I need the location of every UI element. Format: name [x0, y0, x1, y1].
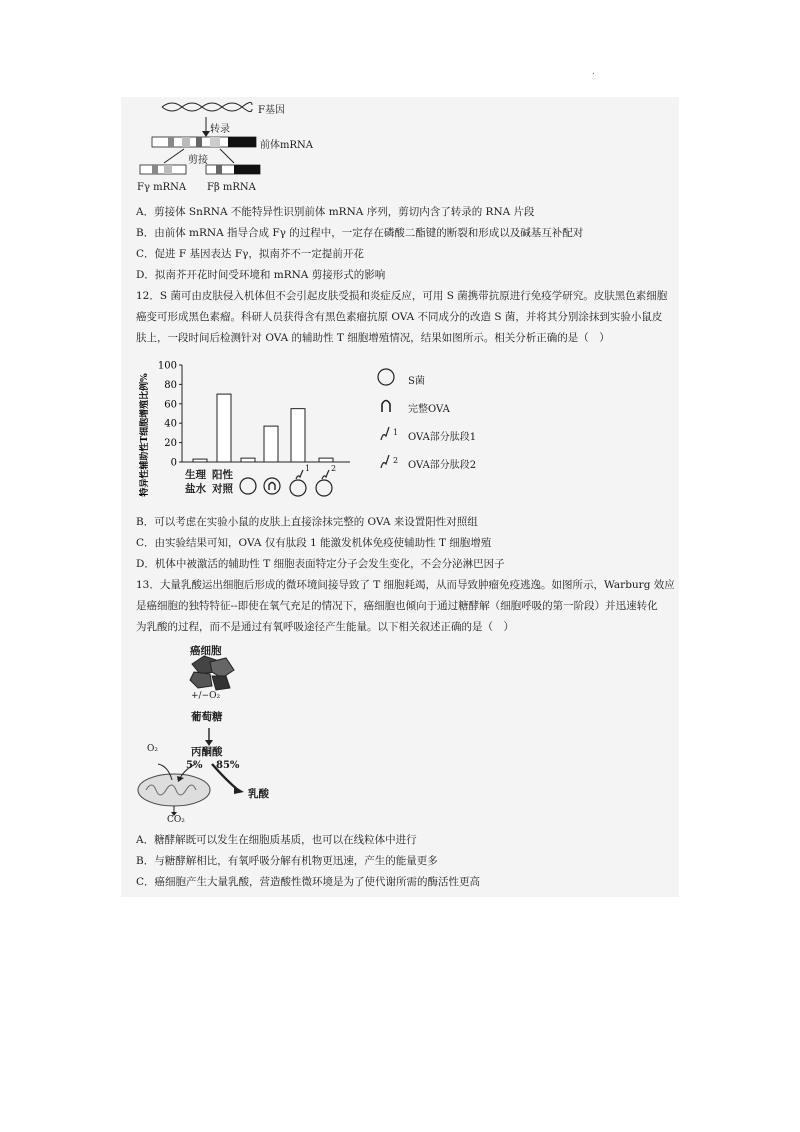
y-tick-label: 20: [164, 438, 177, 450]
q12-stem-line-3: 肤上，一段时间后检测针对 OVA 的辅助性 T 细胞增殖情况，结果如图所示。相关分析正确的是（ ）: [136, 332, 610, 344]
legend-segment2-icon: [381, 455, 389, 468]
oxygen-label: +/−O₂: [191, 691, 221, 701]
bar-1: [217, 394, 231, 462]
gene-label: F基因: [258, 105, 285, 116]
pre-mrna-bar: [152, 137, 256, 147]
symbol-segment1: [296, 470, 303, 479]
bar-2: [241, 458, 255, 462]
pyruvate-label: 丙酮酸: [191, 746, 223, 758]
q11-option-c: C．促进 F 基因表达 Fγ，拟南芥不一定提前开花: [136, 248, 364, 260]
chart-legend-symbols: [376, 366, 406, 476]
y-tick-label: 80: [164, 379, 177, 391]
mitochondrion-icon: [138, 774, 210, 806]
warburg-figure: [130, 640, 300, 830]
lactic-acid-label: 乳酸: [248, 788, 269, 800]
symbol-segment2: [322, 470, 329, 479]
x-axis-symbols: [236, 466, 346, 500]
cancer-cell-cluster-icon: [190, 656, 234, 690]
x-label-positive-top: 阳性: [212, 469, 233, 481]
symbol-s-segment1-circle: [290, 480, 306, 496]
q13-stem-line-2: 是癌细胞的独特特征--即使在氧气充足的情况下，癌细胞也倾向于通过糖酵解（细胞呼吸的第一阶段）并迅速转化: [136, 600, 658, 612]
page-mark: .: [592, 66, 595, 77]
symbol-s-bacteria: [240, 478, 256, 494]
x-mark-2: 2: [331, 464, 337, 473]
cancer-cell-label: 癌细胞: [190, 645, 222, 657]
legend-s-bacteria: S菌: [408, 376, 425, 387]
mrna-beta-bar: [206, 165, 260, 174]
symbol-s-segment2-circle: [316, 480, 332, 496]
q11-option-b: B．由前体 mRNA 指导合成 Fγ 的过程中，一定存在磷酸二酯键的断裂和形成以及碱基互补配对: [136, 227, 584, 239]
legend-segment1-icon: [381, 427, 389, 440]
y-tick-label: 60: [164, 399, 177, 411]
bar-0: [193, 459, 207, 462]
q12-option-d: D．机体中被激活的辅助性 T 细胞表面特定分子会发生变化，不会分泌淋巴因子: [136, 558, 505, 570]
q13-option-b: B．与糖酵解相比，有氧呼吸分解有机物更迅速，产生的能量更多: [136, 855, 438, 867]
transcription-label: 转录: [210, 124, 230, 135]
x-label-positive-bottom: 对照: [212, 483, 233, 495]
bar-4: [291, 409, 305, 462]
q12-option-c: C．由实验结果可知，OVA 仅有肽段 1 能激发机体免疫使辅助性 T 细胞增殖: [136, 537, 492, 549]
legend-segment1: OVA部分肽段1: [408, 432, 477, 443]
legend-full-ova: 完整OVA: [408, 404, 450, 415]
y-tick-label: 40: [164, 418, 177, 430]
symbol-full-ova: [269, 483, 275, 491]
legend-segment2: OVA部分肽段2: [408, 460, 477, 471]
bar-3: [264, 426, 278, 462]
mrna-beta-label: Fβ mRNA: [207, 182, 256, 193]
legend-full-ova-icon: [382, 401, 390, 413]
legend-mark-1: 1: [393, 428, 399, 437]
q12-stem-line-1: 12．S 菌可由皮肤侵入机体但不会引起皮肤受损和炎症反应，可用 S 菌携带抗原进行免疫学研究。皮肤黑色素细胞: [136, 290, 668, 302]
legend-mark-2: 2: [393, 456, 399, 465]
symbol-s-full-ova-circle: [264, 478, 280, 494]
q13-option-c: C．癌细胞产生大量乳酸，营造酸性微环境是为了使代谢所需的酶活性更高: [136, 876, 481, 888]
q13-option-a: A．糖酵解既可以发生在细胞质基质，也可以在线粒体中进行: [136, 834, 417, 846]
q11-option-a: A．剪接体 SnRNA 不能特异性识别前体 mRNA 序列，剪切内含了转录的 RNA 片段: [136, 206, 535, 218]
pct-85-label: 85%: [216, 760, 240, 771]
x-label-saline-bottom: 盐水: [185, 483, 206, 495]
mrna-gamma-label: Fγ mRNA: [137, 182, 187, 193]
bar-5: [319, 458, 333, 462]
y-axis-label: 特异性辅助性T细胞增殖比例%: [140, 373, 150, 497]
y-tick-label: 0: [170, 457, 177, 469]
q12-stem-line-2: 癌变可形成黑色素瘤。科研人员获得含有黑色素瘤抗原 OVA 不同成分的改造 S 菌，并将其分别涂抹到实验小鼠皮: [136, 311, 663, 323]
splicing-label: 剪接: [188, 155, 208, 166]
glucose-label: 葡萄糖: [191, 711, 223, 723]
x-label-saline-top: 生理: [185, 469, 206, 481]
pct-5-label: 5%: [186, 760, 203, 771]
co2-label: CO₂: [167, 815, 185, 825]
o2-label: O₂: [147, 744, 158, 754]
q13-stem-line-3: 为乳酸的过程，而不是通过有氧呼吸途径产生能量。以下相关叙述正确的是（ ）: [136, 621, 514, 633]
q12-option-b: B．可以考虑在实验小鼠的皮肤上直接涂抹完整的 OVA 来设置阳性对照组: [136, 516, 478, 528]
mrna-gamma-bar: [140, 165, 186, 174]
y-tick-label: 100: [157, 360, 177, 372]
q13-stem-line-1: 13．大量乳酸运出细胞后形成的微环境间接导致了 T 细胞耗竭，从而导致肿瘤免疫逃逸。如图所示，Warburg 效应: [136, 579, 675, 591]
q11-option-d: D．拟南芥开花时间受环境和 mRNA 剪接形式的影响: [136, 269, 386, 281]
legend-s-bacteria-icon: [378, 369, 394, 385]
pre-mrna-label: 前体mRNA: [260, 140, 313, 151]
x-mark-1: 1: [305, 464, 311, 473]
